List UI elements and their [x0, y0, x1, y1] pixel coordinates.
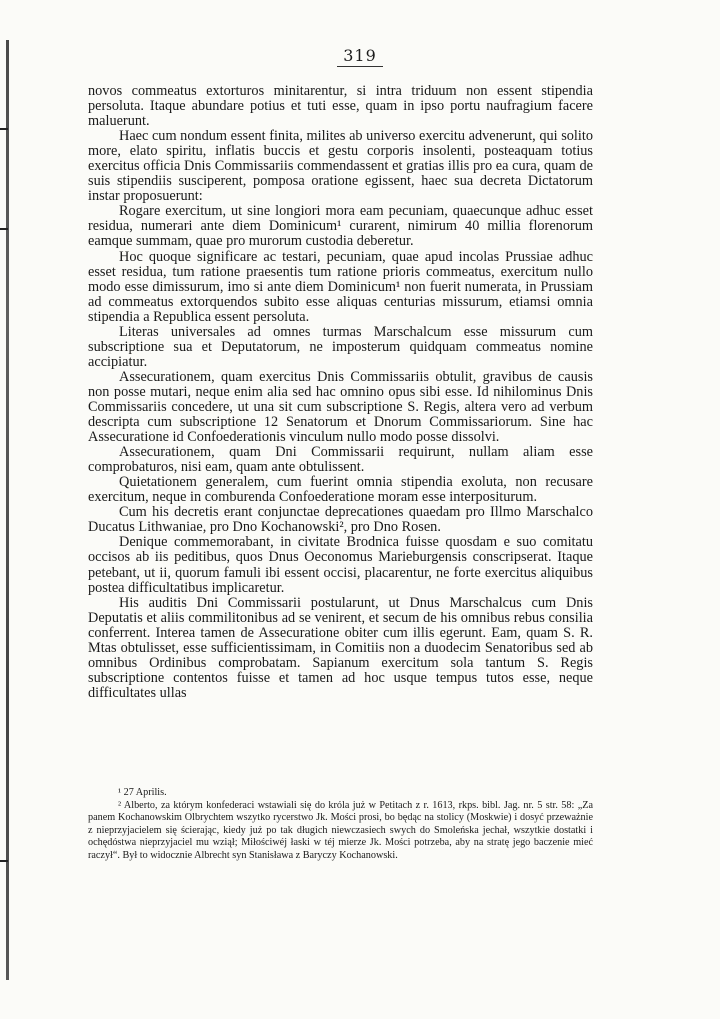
- paragraph: Rogare exercitum, ut sine longiori mora eam pecuniam, quaecunque adhuc esset residua, numerari ante diem Dominicum¹ curarent, nimirum 40 millia florenorum eamque summam, quae pro murorum custodia deberetur.: [88, 203, 593, 250]
- scan-binding-edge: [6, 40, 9, 980]
- scan-mark: [0, 860, 8, 862]
- body-text: [88, 84, 593, 701]
- paragraph: Cum his decretis erant conjunctae deprecationes quaedam pro Illmo Marschalco Ducatus Lithwaniae, pro Dno Kochanowski², pro Dno Rosen.: [88, 504, 593, 536]
- page-number: 319: [0, 46, 720, 65]
- paragraph: Hoc quoque significare ac testari, pecuniam, quae apud incolas Prussiae adhuc esset residua, tum ratione praesentis tum ratione prioris commeatus, exercitum nullo modo esse dimissurum, imo si ante diem Dominicum¹ non fuerit numerata, in Prussiam ad commeatus extorquendos subito esse aliquas centurias missurum, etiamsi omnia stipendia a Republica essent persoluta.: [88, 248, 593, 325]
- footnote: ¹ 27 Aprilis.: [118, 787, 167, 798]
- paragraph: Denique commemorabant, in civitate Brodnica fuisse quosdam e suo comitatu occisos ab iis peditibus, quos Dnus Oeconomus Marieburgensis conscripserat. Itaque petebant, ut ii, quorum famuli ibi essent occisi, placarentur, ne forte exercitus aliquibus postea difficultatibus implicaretur.: [88, 534, 593, 596]
- scan-mark: [0, 228, 8, 230]
- paragraph: Haec cum nondum essent finita, milites ab universo exercitu advenerunt, qui solito more, elato spiritu, inflatis buccis et gestu corporis insolenti, posteaquam totius exercitus officia Dnis Commissariis commendassent et gratias illis pro ea cura, quam de suis stipendiis susciperent, pomposa oratione egissent, haec sua decreta Dictatorum instar proposuerunt:: [88, 128, 593, 205]
- scan-mark: [0, 128, 8, 130]
- paragraph: His auditis Dni Commissarii postularunt, ut Dnus Marschalcus cum Dnis Deputatis et aliis commilitonibus ad se venirent, et secum de his omnibus rebus consilia conferrent. Interea tamen de Assecuratione obiter cum illis egerunt. Eam, quam S. R. Mtas obtulisset, esse sufficientissimam, in Comitiis non a duodecim Senatoribus sed ab omnibus Ordinibus comprobatam. Sapianum exercitum sola tantum S. Regis subscriptione contentos fuisse et tamen ad hoc usque tempus tutos esse, neque difficultates ullas: [88, 594, 593, 701]
- paragraph: Assecurationem, quam exercitus Dnis Commissariis obtulit, gravibus de causis non posse mutari, neque enim alia sed hac omnino opus sibi esse. Id nihilominus Dnis Commissariis concedere, ut una sit cum subscriptione S. Regis, altera vero ad verbum descripta cum subscriptione 12 Senatorum et Dnorum Commissariorum. Sine hac Assecuratione id Confoederationis vinculum nullo modo posse dissolvi.: [88, 368, 593, 446]
- paragraph: Quietationem generalem, cum fuerint omnia stipendia exoluta, non recusare exercitum, neque in comburenda Confoederatione moram esse interpositurum.: [88, 474, 593, 506]
- paragraph: novos commeatus extorturos minitarentur, si intra triduum non essent stipendia persoluta. Itaque abundare potius et tuti esse, quam in ipso portu naufragium facere maluerunt.: [88, 83, 593, 130]
- paragraph: Assecurationem, quam Dni Commissarii requirunt, nullam aliam esse comprobaturos, nisi eam, quam ante obtulissent.: [88, 444, 593, 476]
- footnote: ² Alberto, za którym konfederaci wstawiali się do króla już w Petitach z r. 1613, rkps. bibl. Jag. nr. 5 str. 58: „Za panem Kochanowskim Olbrychtem wszytko rycerstwo Jk. Mości prosi, bo będąc na stolicy (Moskwie) i dosyć przeważnie z nieprzyjacielem się ścierając, kiedy już po tak długich niewczasiech swych do Smoleńska jechał, wszytkie dostatki i ochędóstwa nieprzyjaciel mu wziął; Miłościwéj łaski w téj mierze Jk. Mości potrzeba, aby na stratę jego baczenie mieć raczył“. Był to widocznie Albrecht syn Stanisława z Baryczy Kochanowski.: [88, 799, 593, 861]
- paragraph: Literas universales ad omnes turmas Marschalcum esse missurum cum subscriptione sua et Deputatorum, ne imposterum quidquam commeatus nomine accipiatur.: [88, 323, 593, 370]
- footnotes: [88, 787, 593, 862]
